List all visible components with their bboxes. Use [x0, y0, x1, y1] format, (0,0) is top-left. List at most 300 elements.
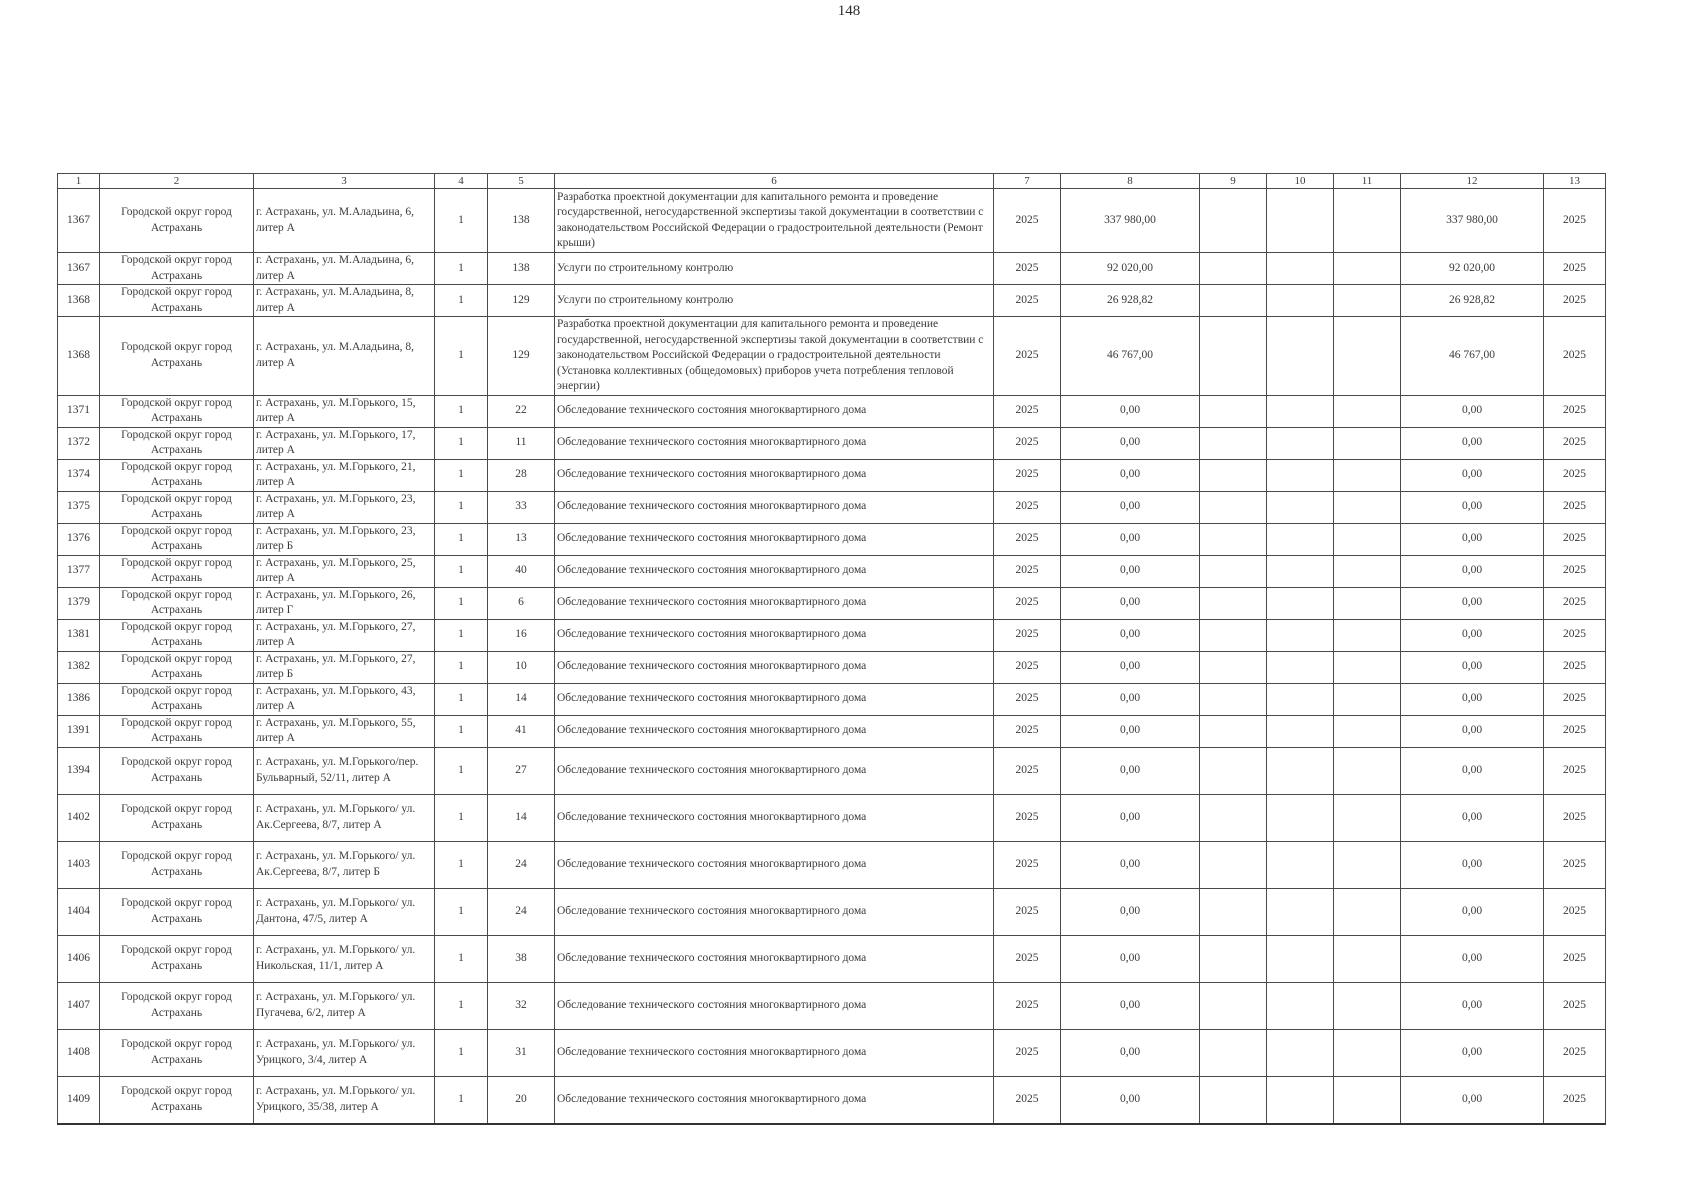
- row-number: 1379: [58, 587, 100, 619]
- column-11-cell: [1334, 683, 1401, 715]
- work-type-cell: Разработка проектной документации для капитального ремонта и проведение государственной, негосударственной экспертизы такой документации в соответствии с законодательством Российской Федерации о градостроительной деятельности (Установка коллективных (общедомовых) приборов учета потребления тепловой энергии): [555, 317, 994, 396]
- column-4-cell: 1: [435, 491, 488, 523]
- address-cell: г. Астрахань, ул. М.Горького/ ул. Пугачева, 6/2, литер А: [254, 982, 435, 1029]
- row-number: 1367: [58, 189, 100, 253]
- cost-cell: 0,00: [1061, 1029, 1200, 1076]
- column-4-cell: 1: [435, 285, 488, 317]
- cost-total-cell: 92 020,00: [1401, 253, 1544, 285]
- column-10-cell: [1267, 888, 1334, 935]
- column-11-cell: [1334, 523, 1401, 555]
- column-5-cell: 129: [488, 285, 555, 317]
- column-11-cell: [1334, 587, 1401, 619]
- completion-year-cell: 2025: [1544, 715, 1606, 747]
- row-number: 1368: [58, 317, 100, 396]
- column-11-cell: [1334, 982, 1401, 1029]
- column-11-cell: [1334, 715, 1401, 747]
- completion-year-cell: 2025: [1544, 317, 1606, 396]
- completion-year-cell: 2025: [1544, 888, 1606, 935]
- work-type-cell: Обследование технического состояния многоквартирного дома: [555, 395, 994, 427]
- municipality-cell: Городской округ город Астрахань: [100, 888, 254, 935]
- completion-year-cell: 2025: [1544, 619, 1606, 651]
- year-cell: 2025: [994, 459, 1061, 491]
- column-10-cell: [1267, 189, 1334, 253]
- column-11-cell: [1334, 841, 1401, 888]
- municipality-cell: Городской округ город Астрахань: [100, 555, 254, 587]
- address-cell: г. Астрахань, ул. М.Горького/пер. Бульварный, 52/11, литер А: [254, 747, 435, 794]
- completion-year-cell: 2025: [1544, 427, 1606, 459]
- column-header: 8: [1061, 174, 1200, 189]
- cost-cell: 46 767,00: [1061, 317, 1200, 396]
- table-row: [58, 841, 1606, 888]
- row-number: 1406: [58, 935, 100, 982]
- column-9-cell: [1200, 683, 1267, 715]
- cost-total-cell: 0,00: [1401, 715, 1544, 747]
- completion-year-cell: 2025: [1544, 935, 1606, 982]
- work-type-cell: Обследование технического состояния многоквартирного дома: [555, 523, 994, 555]
- column-header: 13: [1544, 174, 1606, 189]
- cost-cell: 0,00: [1061, 888, 1200, 935]
- table-row: [58, 189, 1606, 253]
- column-5-cell: 33: [488, 491, 555, 523]
- cost-cell: 337 980,00: [1061, 189, 1200, 253]
- column-10-cell: [1267, 1076, 1334, 1124]
- row-number: 1407: [58, 982, 100, 1029]
- column-10-cell: [1267, 285, 1334, 317]
- column-11-cell: [1334, 253, 1401, 285]
- work-type-cell: Обследование технического состояния многоквартирного дома: [555, 555, 994, 587]
- municipality-cell: Городской округ город Астрахань: [100, 491, 254, 523]
- address-cell: г. Астрахань, ул. М.Горького, 23, литер А: [254, 491, 435, 523]
- row-number: 1391: [58, 715, 100, 747]
- municipality-cell: Городской округ город Астрахань: [100, 683, 254, 715]
- year-cell: 2025: [994, 253, 1061, 285]
- municipality-cell: Городской округ город Астрахань: [100, 715, 254, 747]
- work-type-cell: Обследование технического состояния многоквартирного дома: [555, 491, 994, 523]
- table-row: [58, 982, 1606, 1029]
- municipality-cell: Городской округ город Астрахань: [100, 459, 254, 491]
- municipality-cell: Городской округ город Астрахань: [100, 651, 254, 683]
- cost-total-cell: 0,00: [1401, 1076, 1544, 1124]
- column-10-cell: [1267, 459, 1334, 491]
- column-5-cell: 31: [488, 1029, 555, 1076]
- completion-year-cell: 2025: [1544, 523, 1606, 555]
- cost-total-cell: 0,00: [1401, 1029, 1544, 1076]
- page-number: 148: [837, 3, 861, 19]
- cost-cell: 0,00: [1061, 619, 1200, 651]
- year-cell: 2025: [994, 491, 1061, 523]
- cost-total-cell: 0,00: [1401, 982, 1544, 1029]
- table-row: [58, 253, 1606, 285]
- column-4-cell: 1: [435, 189, 488, 253]
- column-9-cell: [1200, 523, 1267, 555]
- column-9-cell: [1200, 427, 1267, 459]
- table-row: [58, 459, 1606, 491]
- column-header: 5: [488, 174, 555, 189]
- work-type-cell: Обследование технического состояния многоквартирного дома: [555, 651, 994, 683]
- column-9-cell: [1200, 747, 1267, 794]
- column-9-cell: [1200, 285, 1267, 317]
- column-5-cell: 40: [488, 555, 555, 587]
- cost-total-cell: 0,00: [1401, 794, 1544, 841]
- table-row: [58, 747, 1606, 794]
- column-10-cell: [1267, 747, 1334, 794]
- table-row: [58, 427, 1606, 459]
- column-11-cell: [1334, 459, 1401, 491]
- address-cell: г. Астрахань, ул. М.Горького, 23, литер Б: [254, 523, 435, 555]
- column-10-cell: [1267, 491, 1334, 523]
- municipality-cell: Городской округ город Астрахань: [100, 1029, 254, 1076]
- row-number: 1402: [58, 794, 100, 841]
- cost-total-cell: 0,00: [1401, 587, 1544, 619]
- cost-total-cell: 0,00: [1401, 747, 1544, 794]
- column-11-cell: [1334, 491, 1401, 523]
- municipality-cell: Городской округ город Астрахань: [100, 747, 254, 794]
- column-5-cell: 24: [488, 888, 555, 935]
- table-row: [58, 523, 1606, 555]
- column-11-cell: [1334, 1029, 1401, 1076]
- column-5-cell: 38: [488, 935, 555, 982]
- column-4-cell: 1: [435, 523, 488, 555]
- column-5-cell: 129: [488, 317, 555, 396]
- cost-total-cell: 0,00: [1401, 619, 1544, 651]
- row-number: 1394: [58, 747, 100, 794]
- column-9-cell: [1200, 587, 1267, 619]
- year-cell: 2025: [994, 683, 1061, 715]
- table-row: [58, 888, 1606, 935]
- row-number: 1372: [58, 427, 100, 459]
- row-number: 1375: [58, 491, 100, 523]
- work-type-cell: Обследование технического состояния многоквартирного дома: [555, 1029, 994, 1076]
- row-number: 1381: [58, 619, 100, 651]
- year-cell: 2025: [994, 1029, 1061, 1076]
- completion-year-cell: 2025: [1544, 1029, 1606, 1076]
- completion-year-cell: 2025: [1544, 747, 1606, 794]
- cost-total-cell: 0,00: [1401, 459, 1544, 491]
- column-10-cell: [1267, 395, 1334, 427]
- column-9-cell: [1200, 395, 1267, 427]
- table-row: [58, 395, 1606, 427]
- column-5-cell: 16: [488, 619, 555, 651]
- table-row: [58, 587, 1606, 619]
- work-type-cell: Обследование технического состояния многоквартирного дома: [555, 459, 994, 491]
- year-cell: 2025: [994, 189, 1061, 253]
- municipality-cell: Городской округ город Астрахань: [100, 317, 254, 396]
- work-type-cell: Обследование технического состояния многоквартирного дома: [555, 794, 994, 841]
- column-9-cell: [1200, 1076, 1267, 1124]
- cost-total-cell: 26 928,82: [1401, 285, 1544, 317]
- table-row: [58, 491, 1606, 523]
- address-cell: г. Астрахань, ул. М.Аладьина, 8, литер А: [254, 285, 435, 317]
- row-number: 1404: [58, 888, 100, 935]
- cost-cell: 0,00: [1061, 982, 1200, 1029]
- column-9-cell: [1200, 794, 1267, 841]
- municipality-cell: Городской округ город Астрахань: [100, 794, 254, 841]
- column-4-cell: 1: [435, 841, 488, 888]
- year-cell: 2025: [994, 555, 1061, 587]
- municipality-cell: Городской округ город Астрахань: [100, 935, 254, 982]
- cost-total-cell: 46 767,00: [1401, 317, 1544, 396]
- address-cell: г. Астрахань, ул. М.Горького, 17, литер А: [254, 427, 435, 459]
- cost-total-cell: 0,00: [1401, 395, 1544, 427]
- column-4-cell: 1: [435, 587, 488, 619]
- column-5-cell: 14: [488, 794, 555, 841]
- column-11-cell: [1334, 555, 1401, 587]
- cost-cell: 0,00: [1061, 683, 1200, 715]
- column-4-cell: 1: [435, 317, 488, 396]
- column-9-cell: [1200, 189, 1267, 253]
- column-11-cell: [1334, 189, 1401, 253]
- column-10-cell: [1267, 935, 1334, 982]
- column-10-cell: [1267, 587, 1334, 619]
- row-number: 1382: [58, 651, 100, 683]
- work-type-cell: Обследование технического состояния многоквартирного дома: [555, 841, 994, 888]
- cost-cell: 0,00: [1061, 1076, 1200, 1124]
- completion-year-cell: 2025: [1544, 794, 1606, 841]
- column-4-cell: 1: [435, 1029, 488, 1076]
- column-10-cell: [1267, 253, 1334, 285]
- cost-cell: 0,00: [1061, 935, 1200, 982]
- municipality-cell: Городской округ город Астрахань: [100, 1076, 254, 1124]
- column-9-cell: [1200, 491, 1267, 523]
- address-cell: г. Астрахань, ул. М.Горького/ ул. Ак.Сергеева, 8/7, литер Б: [254, 841, 435, 888]
- cost-cell: 0,00: [1061, 747, 1200, 794]
- year-cell: 2025: [994, 982, 1061, 1029]
- year-cell: 2025: [994, 587, 1061, 619]
- column-5-cell: 41: [488, 715, 555, 747]
- cost-cell: 0,00: [1061, 587, 1200, 619]
- address-cell: г. Астрахань, ул. М.Горького, 25, литер А: [254, 555, 435, 587]
- column-9-cell: [1200, 555, 1267, 587]
- table-row: [58, 619, 1606, 651]
- address-cell: г. Астрахань, ул. М.Горького/ ул. Никольская, 11/1, литер А: [254, 935, 435, 982]
- address-cell: г. Астрахань, ул. М.Горького/ ул. Дантона, 47/5, литер А: [254, 888, 435, 935]
- column-4-cell: 1: [435, 1076, 488, 1124]
- cost-total-cell: 0,00: [1401, 555, 1544, 587]
- work-type-cell: Обследование технического состояния многоквартирного дома: [555, 747, 994, 794]
- completion-year-cell: 2025: [1544, 587, 1606, 619]
- column-4-cell: 1: [435, 459, 488, 491]
- column-10-cell: [1267, 555, 1334, 587]
- row-number: 1376: [58, 523, 100, 555]
- column-4-cell: 1: [435, 715, 488, 747]
- municipality-cell: Городской округ город Астрахань: [100, 253, 254, 285]
- column-header: 12: [1401, 174, 1544, 189]
- completion-year-cell: 2025: [1544, 651, 1606, 683]
- year-cell: 2025: [994, 285, 1061, 317]
- municipality-cell: Городской округ город Астрахань: [100, 395, 254, 427]
- column-header: 2: [100, 174, 254, 189]
- column-11-cell: [1334, 285, 1401, 317]
- column-4-cell: 1: [435, 982, 488, 1029]
- column-4-cell: 1: [435, 651, 488, 683]
- row-number: 1409: [58, 1076, 100, 1124]
- completion-year-cell: 2025: [1544, 491, 1606, 523]
- table-row: [58, 317, 1606, 396]
- cost-cell: 0,00: [1061, 555, 1200, 587]
- municipality-cell: Городской округ город Астрахань: [100, 841, 254, 888]
- address-cell: г. Астрахань, ул. М.Горького, 43, литер А: [254, 683, 435, 715]
- column-5-cell: 24: [488, 841, 555, 888]
- work-type-cell: Обследование технического состояния многоквартирного дома: [555, 935, 994, 982]
- work-type-cell: Обследование технического состояния многоквартирного дома: [555, 683, 994, 715]
- column-10-cell: [1267, 651, 1334, 683]
- completion-year-cell: 2025: [1544, 841, 1606, 888]
- cost-cell: 0,00: [1061, 395, 1200, 427]
- column-10-cell: [1267, 427, 1334, 459]
- column-9-cell: [1200, 982, 1267, 1029]
- year-cell: 2025: [994, 427, 1061, 459]
- work-type-cell: Обследование технического состояния многоквартирного дома: [555, 715, 994, 747]
- row-number: 1386: [58, 683, 100, 715]
- work-type-cell: Услуги по строительному контролю: [555, 253, 994, 285]
- year-cell: 2025: [994, 395, 1061, 427]
- year-cell: 2025: [994, 523, 1061, 555]
- cost-cell: 92 020,00: [1061, 253, 1200, 285]
- row-number: 1408: [58, 1029, 100, 1076]
- column-9-cell: [1200, 888, 1267, 935]
- work-type-cell: Обследование технического состояния многоквартирного дома: [555, 1076, 994, 1124]
- column-5-cell: 138: [488, 253, 555, 285]
- cost-cell: 0,00: [1061, 427, 1200, 459]
- address-cell: г. Астрахань, ул. М.Аладьина, 6, литер А: [254, 253, 435, 285]
- column-11-cell: [1334, 427, 1401, 459]
- address-cell: г. Астрахань, ул. М.Горького, 55, литер А: [254, 715, 435, 747]
- address-cell: г. Астрахань, ул. М.Горького, 27, литер А: [254, 619, 435, 651]
- column-5-cell: 22: [488, 395, 555, 427]
- column-header: 7: [994, 174, 1061, 189]
- column-4-cell: 1: [435, 888, 488, 935]
- municipality-cell: Городской округ город Астрахань: [100, 189, 254, 253]
- address-cell: г. Астрахань, ул. М.Горького/ ул. Урицкого, 3/4, литер А: [254, 1029, 435, 1076]
- address-cell: г. Астрахань, ул. М.Горького/ ул. Урицкого, 35/38, литер А: [254, 1076, 435, 1124]
- column-5-cell: 6: [488, 587, 555, 619]
- column-11-cell: [1334, 747, 1401, 794]
- completion-year-cell: 2025: [1544, 285, 1606, 317]
- year-cell: 2025: [994, 794, 1061, 841]
- work-type-cell: Разработка проектной документации для капитального ремонта и проведение государственной, негосударственной экспертизы такой документации в соответствии с законодательством Российской Федерации о градостроительной деятельности (Ремонт крыши): [555, 189, 994, 253]
- year-cell: 2025: [994, 651, 1061, 683]
- address-cell: г. Астрахань, ул. М.Аладьина, 6, литер А: [254, 189, 435, 253]
- cost-cell: 26 928,82: [1061, 285, 1200, 317]
- column-10-cell: [1267, 1029, 1334, 1076]
- column-11-cell: [1334, 619, 1401, 651]
- cost-cell: 0,00: [1061, 523, 1200, 555]
- row-number: 1367: [58, 253, 100, 285]
- cost-cell: 0,00: [1061, 841, 1200, 888]
- completion-year-cell: 2025: [1544, 1076, 1606, 1124]
- column-10-cell: [1267, 683, 1334, 715]
- table-row: [58, 285, 1606, 317]
- cost-total-cell: 0,00: [1401, 491, 1544, 523]
- address-cell: г. Астрахань, ул. М.Горького, 27, литер Б: [254, 651, 435, 683]
- column-5-cell: 28: [488, 459, 555, 491]
- cost-total-cell: 0,00: [1401, 523, 1544, 555]
- column-header: 10: [1267, 174, 1334, 189]
- work-type-cell: Обследование технического состояния многоквартирного дома: [555, 427, 994, 459]
- column-5-cell: 13: [488, 523, 555, 555]
- column-5-cell: 138: [488, 189, 555, 253]
- column-11-cell: [1334, 1076, 1401, 1124]
- municipality-cell: Городской округ город Астрахань: [100, 523, 254, 555]
- column-9-cell: [1200, 253, 1267, 285]
- column-10-cell: [1267, 841, 1334, 888]
- column-9-cell: [1200, 317, 1267, 396]
- municipality-cell: Городской округ город Астрахань: [100, 587, 254, 619]
- column-header: 11: [1334, 174, 1401, 189]
- column-header: 1: [58, 174, 100, 189]
- cost-total-cell: 0,00: [1401, 841, 1544, 888]
- cost-total-cell: 0,00: [1401, 651, 1544, 683]
- column-4-cell: 1: [435, 747, 488, 794]
- table-row: [58, 715, 1606, 747]
- completion-year-cell: 2025: [1544, 555, 1606, 587]
- cost-cell: 0,00: [1061, 459, 1200, 491]
- cost-total-cell: 0,00: [1401, 683, 1544, 715]
- column-4-cell: 1: [435, 395, 488, 427]
- year-cell: 2025: [994, 747, 1061, 794]
- work-type-cell: Обследование технического состояния многоквартирного дома: [555, 587, 994, 619]
- column-11-cell: [1334, 317, 1401, 396]
- column-10-cell: [1267, 317, 1334, 396]
- column-5-cell: 27: [488, 747, 555, 794]
- column-4-cell: 1: [435, 794, 488, 841]
- table-row: [58, 935, 1606, 982]
- column-10-cell: [1267, 982, 1334, 1029]
- column-4-cell: 1: [435, 683, 488, 715]
- column-9-cell: [1200, 651, 1267, 683]
- table-row: [58, 794, 1606, 841]
- completion-year-cell: 2025: [1544, 189, 1606, 253]
- column-4-cell: 1: [435, 427, 488, 459]
- column-5-cell: 32: [488, 982, 555, 1029]
- year-cell: 2025: [994, 317, 1061, 396]
- column-9-cell: [1200, 841, 1267, 888]
- municipality-cell: Городской округ город Астрахань: [100, 427, 254, 459]
- cost-cell: 0,00: [1061, 794, 1200, 841]
- column-header: 9: [1200, 174, 1267, 189]
- column-10-cell: [1267, 619, 1334, 651]
- column-header: 4: [435, 174, 488, 189]
- column-11-cell: [1334, 651, 1401, 683]
- address-cell: г. Астрахань, ул. М.Горького/ ул. Ак.Сергеева, 8/7, литер А: [254, 794, 435, 841]
- column-9-cell: [1200, 1029, 1267, 1076]
- column-9-cell: [1200, 619, 1267, 651]
- column-11-cell: [1334, 935, 1401, 982]
- year-cell: 2025: [994, 715, 1061, 747]
- column-number-row: [58, 174, 1606, 189]
- cost-total-cell: 0,00: [1401, 935, 1544, 982]
- column-4-cell: 1: [435, 253, 488, 285]
- address-cell: г. Астрахань, ул. М.Аладьина, 8, литер А: [254, 317, 435, 396]
- year-cell: 2025: [994, 619, 1061, 651]
- work-type-cell: Обследование технического состояния многоквартирного дома: [555, 619, 994, 651]
- column-5-cell: 14: [488, 683, 555, 715]
- municipality-cell: Городской округ город Астрахань: [100, 619, 254, 651]
- column-4-cell: 1: [435, 619, 488, 651]
- cost-total-cell: 0,00: [1401, 427, 1544, 459]
- cost-cell: 0,00: [1061, 651, 1200, 683]
- column-11-cell: [1334, 794, 1401, 841]
- column-header: 3: [254, 174, 435, 189]
- table-row: [58, 1029, 1606, 1076]
- row-number: 1368: [58, 285, 100, 317]
- work-type-cell: Услуги по строительному контролю: [555, 285, 994, 317]
- address-cell: г. Астрахань, ул. М.Горького, 15, литер А: [254, 395, 435, 427]
- column-10-cell: [1267, 523, 1334, 555]
- completion-year-cell: 2025: [1544, 395, 1606, 427]
- completion-year-cell: 2025: [1544, 982, 1606, 1029]
- completion-year-cell: 2025: [1544, 683, 1606, 715]
